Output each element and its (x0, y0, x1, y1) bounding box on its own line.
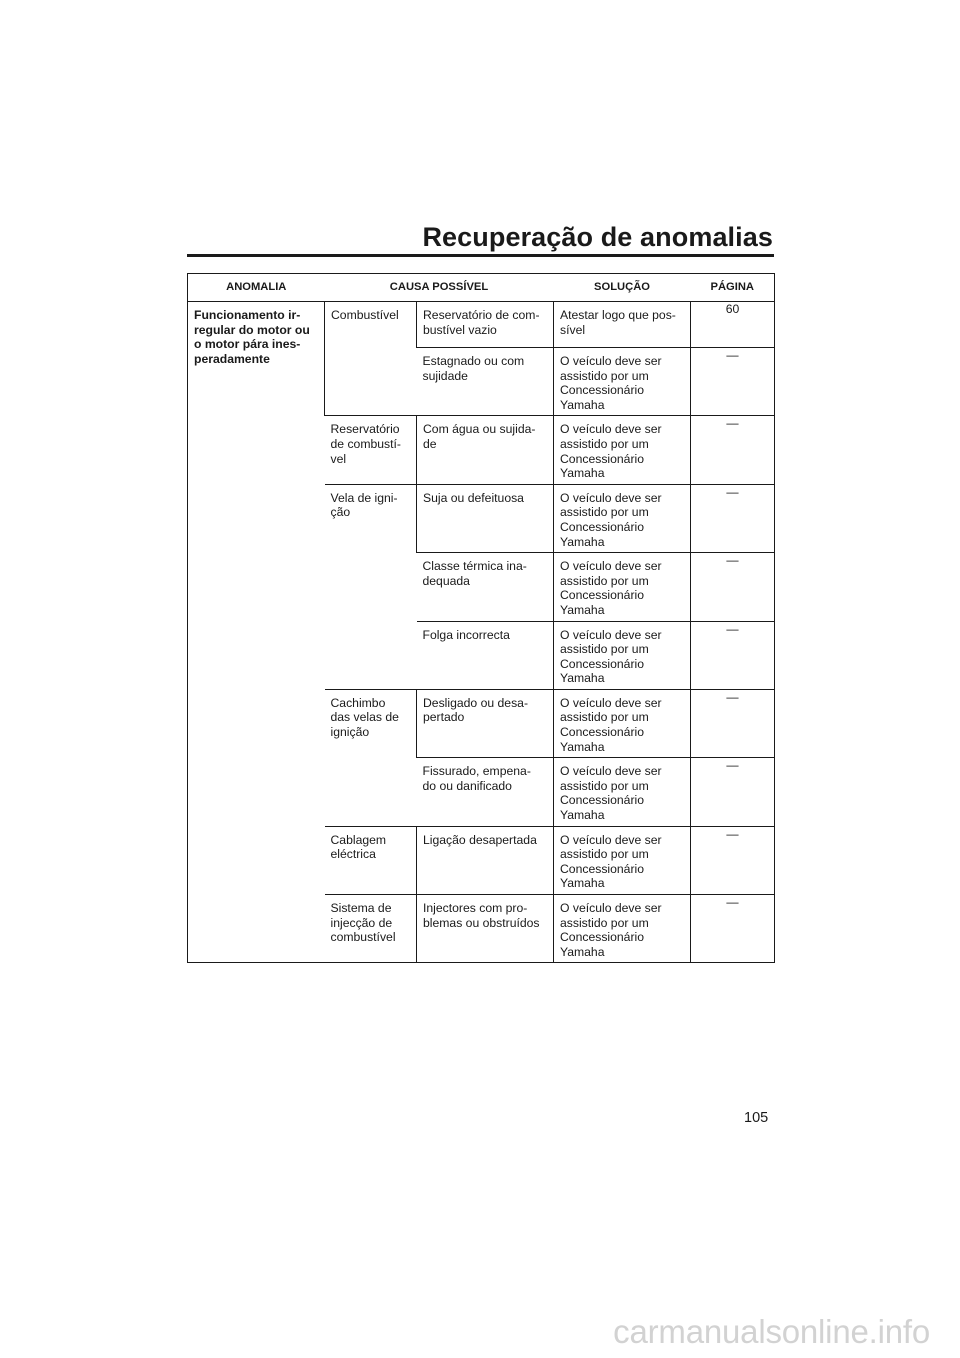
solution-text: O veículo deve ser assistido por um Concessionário Yamaha (560, 354, 662, 412)
page-ref: — (726, 621, 739, 636)
detail-cell (417, 484, 554, 552)
solution-text: O veículo deve ser assistido por um Concessionário Yamaha (560, 627, 662, 686)
detail-text: Suja ou defeituosa (423, 490, 524, 505)
page-cell (691, 621, 775, 689)
cause-cell (325, 302, 417, 416)
troubleshooting-table (187, 273, 775, 963)
detail-text: Injectores com pro- blemas ou obstruídos (423, 901, 540, 930)
detail-cell (417, 895, 554, 963)
page-ref: — (726, 895, 739, 909)
page-ref: — (726, 689, 739, 704)
page-ref: — (726, 758, 739, 773)
page-ref: — (726, 826, 739, 841)
cause-cell (325, 895, 417, 963)
solution-cell (554, 302, 691, 348)
table-row (188, 302, 775, 348)
solution-cell (554, 689, 691, 757)
detail-text: Desligado ou desa- pertado (423, 695, 529, 725)
page-ref: — (726, 416, 739, 431)
cause-text: Reservatório de combustí- vel (330, 422, 401, 466)
solution-text: O veículo deve ser assistido por um Concessionário Yamaha (560, 422, 662, 481)
solution-cell (554, 895, 691, 963)
header-cause: CAUSA POSSÍVEL (325, 274, 554, 302)
detail-text: Reservatório de com- bustível vazio (423, 308, 540, 337)
solution-text: Atestar logo que pos- sível (560, 308, 676, 337)
page-title: Recuperação de anomalias (422, 222, 773, 252)
solution-cell (554, 621, 691, 689)
solution-cell (554, 416, 691, 484)
cause-text: Combustível (331, 308, 399, 322)
solution-cell (554, 348, 691, 416)
page-cell (691, 348, 775, 416)
page-number: 105 (744, 1110, 769, 1126)
solution-text: O veículo deve ser assistido por um Concessionário Yamaha (560, 764, 662, 823)
header-anomaly: ANOMALIA (188, 274, 325, 302)
page-cell (691, 302, 775, 348)
table-header-row (188, 274, 775, 302)
cause-cell (325, 689, 417, 826)
page-cell (691, 689, 775, 757)
detail-cell (417, 348, 554, 416)
anomaly-text: Funcionamento ir- regular do motor ou o motor pára ines- peradamente (194, 308, 310, 366)
detail-text: Estagnado ou com sujidade (422, 354, 525, 383)
solution-cell (554, 553, 691, 621)
header-page: PÁGINA (691, 274, 775, 302)
page-cell (691, 553, 775, 621)
page-cell (691, 758, 775, 826)
solution-text: O veículo deve ser assistido por um Concessionário Yamaha (560, 901, 662, 959)
solution-cell (554, 826, 691, 894)
detail-text: Ligação desapertada (423, 832, 537, 847)
detail-text: Folga incorrecta (422, 627, 510, 642)
page-cell (691, 416, 775, 484)
solution-text: O veículo deve ser assistido por um Concessionário Yamaha (560, 559, 662, 617)
site-watermark[interactable]: carmanualsonline.info (613, 1313, 930, 1350)
anomaly-cell (188, 302, 325, 963)
cause-cell (325, 484, 417, 689)
detail-cell (417, 621, 554, 689)
detail-cell (417, 302, 554, 348)
header-solution: SOLUÇÃO (554, 274, 691, 302)
detail-text: Classe térmica ina- dequada (422, 559, 527, 588)
detail-text: Fissurado, empena- do ou danificado (422, 764, 531, 793)
detail-cell (417, 826, 554, 894)
solution-cell (554, 758, 691, 826)
detail-cell (417, 553, 554, 621)
detail-text: Com água ou sujida- de (423, 422, 536, 451)
solution-text: O veículo deve ser assistido por um Concessionário Yamaha (560, 832, 662, 891)
page-cell (691, 895, 775, 963)
page-ref: — (726, 484, 739, 499)
page-ref: 60 (725, 302, 740, 316)
solution-text: O veículo deve ser assistido por um Concessionário Yamaha (560, 490, 662, 549)
page-cell (691, 484, 775, 552)
page-ref: — (726, 348, 739, 362)
cause-text: Vela de igni- ção (330, 490, 398, 520)
cause-cell (325, 826, 417, 894)
page-cell (691, 826, 775, 894)
detail-cell (417, 689, 554, 757)
cause-cell (325, 416, 417, 484)
detail-cell (417, 416, 554, 484)
cause-text: Sistema de injecção de combustível (330, 901, 396, 945)
solution-cell (554, 484, 691, 552)
cause-text: Cachimbo das velas de ignição (330, 695, 399, 740)
page-ref: — (726, 553, 739, 568)
cause-text: Cablagem eléctrica (330, 832, 387, 862)
title-rule (187, 254, 774, 257)
solution-text: O veículo deve ser assistido por um Concessionário Yamaha (560, 695, 662, 754)
detail-cell (417, 758, 554, 826)
